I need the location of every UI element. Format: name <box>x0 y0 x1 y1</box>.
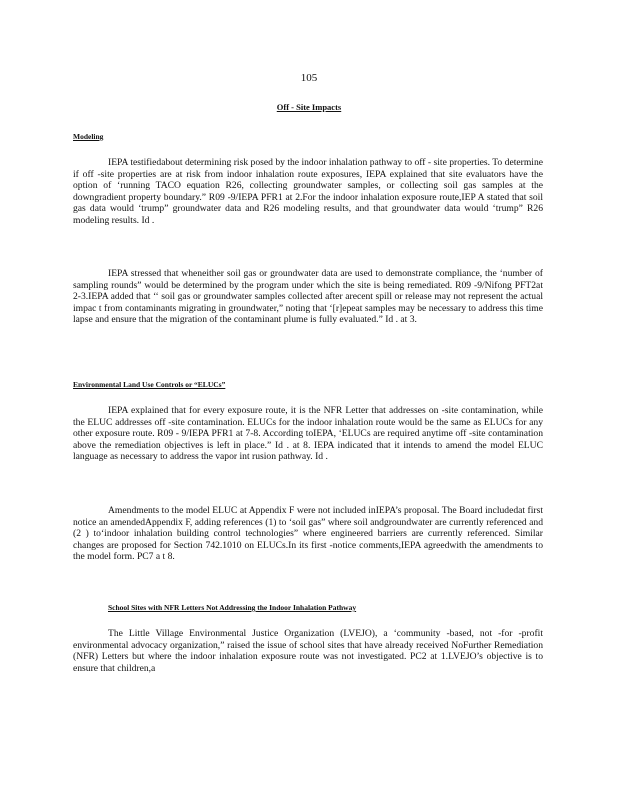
paragraph-text: IEPA stressed that wheneither soil gas or groundwater data are used to demonstrate compliance, the ‘number of sampling rounds” would be determined by the program under which the site is being remediated. R09 -9/Nifong PFT2at 2-3.IEPA added that ‘‘ soil gas or groundwater samples collected after arecent spill or release may not represent the actual impac t from contaminants migrating in groundwater,” noting that ‘[r]epeat samples may be necessary to address this time lapse and ensure that the migration of the contaminant plume is fully evaluated.” Id . at 3. <box>73 268 543 326</box>
section-title <box>0 102 618 112</box>
paragraph-text: IEPA testifiedabout determining risk posed by the indoor inhalation pathway to off - site properties. To determine if off -site properties are at risk from indoor inhalation route exposures, IEPA explained that site evaluators have the option of ‘running TACO equation R26, collecting groundwater samples, or collecting soil gas samples at the downgradient property boundary.” R09 -9/IEPA PFR1 at 2.For the indoor inhalation exposure route,IEP A stated that soil gas data would ‘trump” groundwater data and R26 modeling results, and that groundwater data would ‘trump” R26 modeling results. Id . <box>73 157 543 226</box>
paragraph-text: Amendments to the model ELUC at Appendix F were not included inIEPA’s proposal. The Board includedat first notice an amendedAppendix F, adding references (1) to ‘soil gas” where soil andgroundwater are currently referenced and (2 ) to‘indoor inhalation building control technologies” where engineered barriers are currently referenced. Similar changes are proposed for Section 742.1010 on ELUCs.In its first -notice comments,IEPA agreedwith the amendments to the model form. PC7 a t 8. <box>73 505 543 563</box>
paragraph-schools-1 <box>73 628 543 674</box>
heading-elucs: Environmental Land Use Controls or “ELUCs” <box>73 380 226 389</box>
paragraph-text: The Little Village Environmental Justice Organization (LVEJO), a ‘community -based, not -for -profit environmental advocacy organization,” raised the issue of school sites that have already received NoFurther Remediation (NFR) Letters but where the indoor inhalation exposure route was not investigated. PC2 at 1.LVEJO’s objective is to ensure that children,a <box>73 628 543 674</box>
heading-schools: School Sites with NFR Letters Not Addressing the Indoor Inhalation Pathway <box>108 603 357 612</box>
section-title-text: Off - Site Impacts <box>276 102 342 112</box>
paragraph-text: IEPA explained that for every exposure route, it is the NFR Letter that addresses on -site contamination, while the ELUC addresses off -site contamination. ELUCs for the indoor inhalation route would be the same as ELUCs for any other exposure route. R09 - 9/IEPA PFR1 at 7-8. According toIEPA, ‘ELUCs are required anytime off -site contamination above the remediation objectives is left in place.” Id . at 8. IEPA indicated that it intends to amend the model ELUC language as necessary to address the vapor int rusion pathway. Id . <box>73 405 543 463</box>
heading-modeling: Modeling <box>73 132 104 141</box>
paragraph-elucs-2 <box>73 505 543 563</box>
paragraph-modeling-1 <box>73 157 543 227</box>
paragraph-elucs-1 <box>73 405 543 463</box>
page-number: 105 <box>300 72 318 84</box>
paragraph-modeling-2 <box>73 268 543 326</box>
